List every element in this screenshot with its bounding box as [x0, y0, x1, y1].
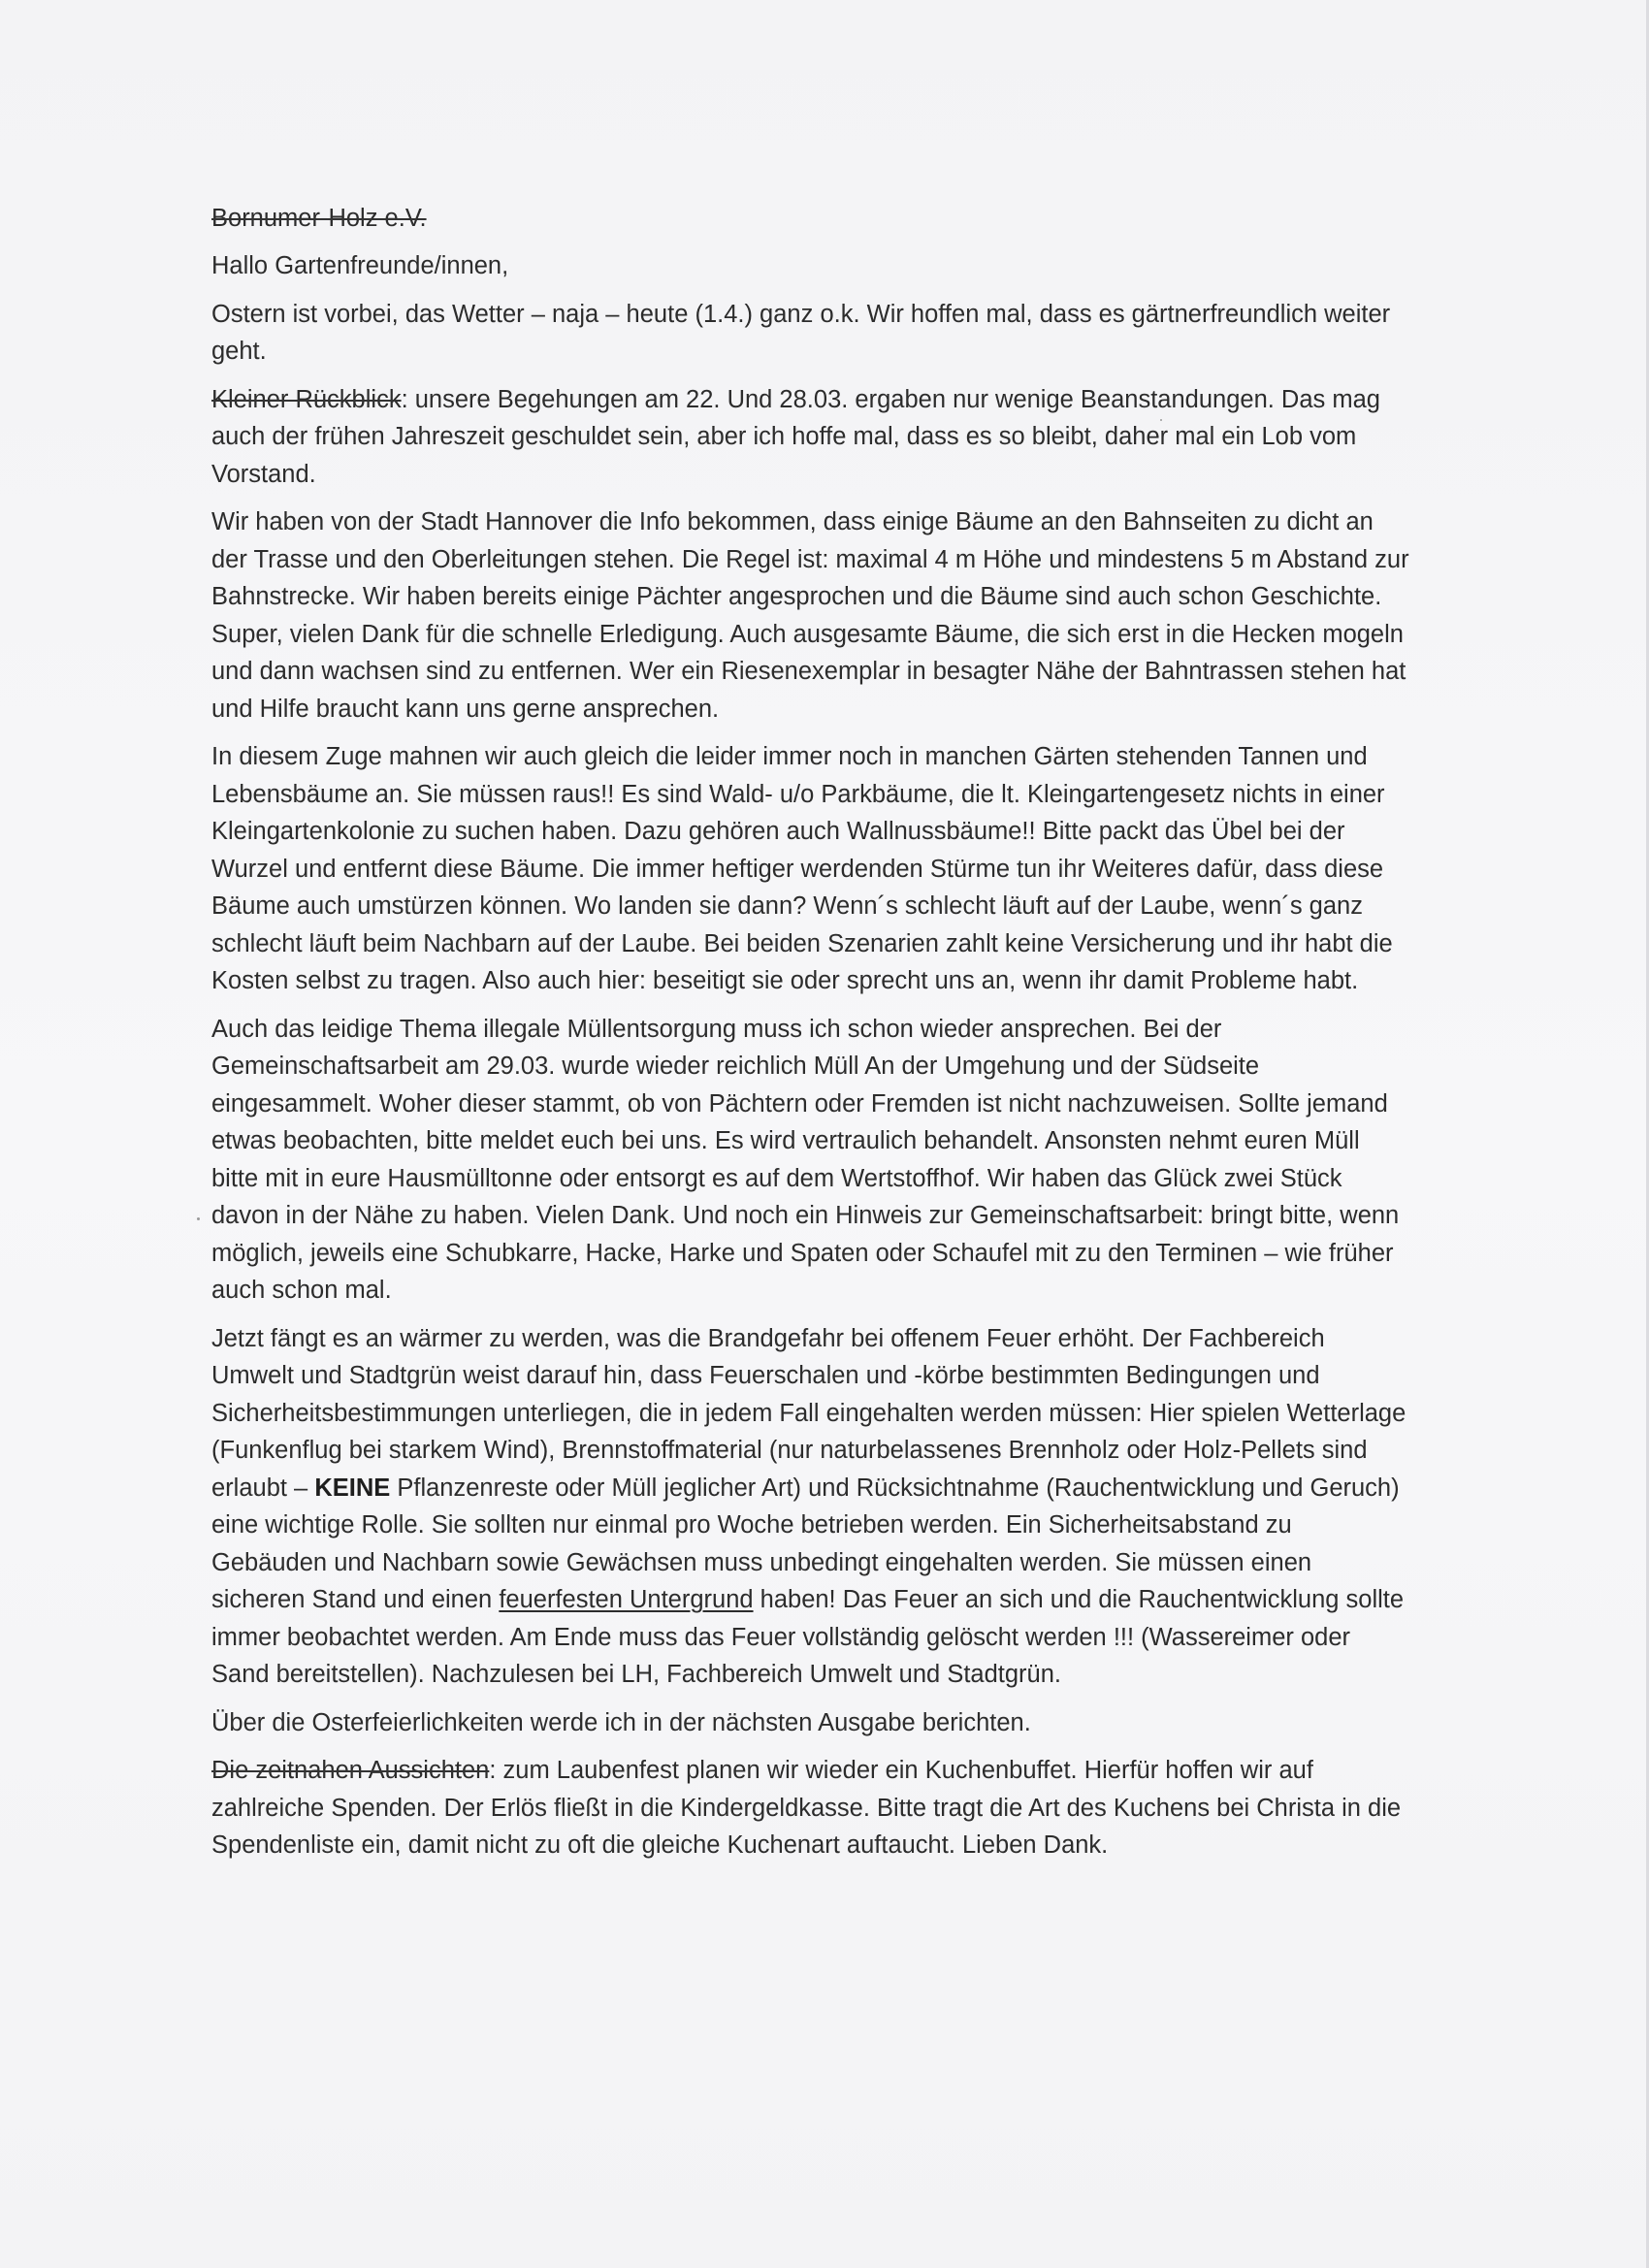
section-label: Die zeitnahen Aussichten [211, 1757, 490, 1784]
emphasis-keine: KEINE [314, 1474, 391, 1502]
letter-heading: Bornumer-Holz e.V. [211, 205, 427, 232]
paragraph-rueckblick: Kleiner Rückblick: unsere Begehungen am 22. Und 28.03. ergaben nur wenige Beanstandungen. Das mag auch der frühen Jahreszeit geschuldet sein, aber ich hoffe mal, dass es so bleibt, daher mal ein Lob vom Vorstand. [211, 385, 1380, 488]
letter-body [211, 200, 1410, 1875]
paragraph-baeume-bahn: Wir haben von der Stadt Hannover die Info bekommen, dass einige Bäume an den Bahnseiten zu dicht an der Trasse und den Oberleitungen stehen. Die Regel ist: maximal 4 m Höhe und mindestens 5 m Abstand zur Bahnstrecke. Wir haben bereits einige Pächter angesprochen und die Bäume sind auch schon Geschichte. Super, vielen Dank für die schnelle Erledigung. Auch ausgesamte Bäume, die sich erst in die Hecken mogeln und dann wachsen sind zu entfernen. Wer ein Riesenexemplar in besagter Nähe der Bahntrassen stehen hat und Hilfe braucht kann uns gerne ansprechen. [211, 508, 1409, 723]
paragraph-intro: Ostern ist vorbei, das Wetter – naja – heute (1.4.) ganz o.k. Wir hoffen mal, dass es gärtnerfreundlich weiter geht. [211, 300, 1391, 365]
paragraph-ostern: Über die Osterfeierlichkeiten werde ich in der nächsten Ausgabe berichten. [211, 1708, 1031, 1736]
paragraph-muell: Auch das leidige Thema illegale Müllentsorgung muss ich schon wieder ansprechen. Bei der Gemeinschaftsarbeit am 29.03. wurde wieder reichlich Müll An der Umgehung und der Südseite eingesammelt. Woher dieser stammt, ob von Pächtern oder Fremden ist nicht nachzuweisen. Sollte jemand etwas beobachten, bitte meldet euch bei uns. Es wird vertraulich behandelt. Ansonsten nehmt euren Müll bitte mit in eure Hausmülltonne oder entsorgt es auf dem Wertstoffhof. Wir haben das Glück zwei Stück davon in der Nähe zu haben. Vielen Dank. Und noch ein Hinweis zur Gemeinschaftsarbeit: bringt bitte, wenn möglich, jeweils eine Schubkarre, Hacke, Harke und Spaten oder Schaufel mit zu den Terminen – wie früher auch schon mal. [211, 1015, 1400, 1304]
paragraph-feuer: Jetzt fängt es an wärmer zu werden, was die Brandgefahr bei offenem Feuer erhöht. Der Fachbereich Umwelt und Stadtgrün weist darauf hin, dass Feuerschalen und -körbe bestimmten Bedingungen und Sicherheitsbestimmungen unterliegen, die in jedem Fall eingehalten werden müssen: Hier spielen Wetterlage (Funkenflug bei starkem Wind), Brennstoffmaterial (nur naturbelassenes Brennholz oder Holz-Pellets sind erlaubt – KEINE Pflanzenreste oder Müll jeglicher Art) und Rücksichtnahme (Rauchentwicklung und Geruch) eine wichtige Rolle. Sie sollten nur einmal pro Woche betrieben werden. Ein Sicherheitsabstand zu Gebäuden und Nachbarn sowie Gewächsen muss unbedingt eingehalten werden. Sie müssen einen sicheren Stand und einen feuerfesten Untergrund haben! Das Feuer an sich und die Rauchentwicklung sollte immer beobachtet werden. Am Ende muss das Feuer vollständig gelöscht werden !!! (Wassereimer oder Sand bereitstellen). Nachzulesen bei LH, Fachbereich Umwelt und Stadtgrün. [211, 1324, 1406, 1688]
greeting: Hallo Gartenfreunde/innen, [211, 252, 509, 279]
paragraph-aussichten: Die zeitnahen Aussichten: zum Laubenfest planen wir wieder ein Kuchenbuffet. Hierfür hoffen wir auf zahlreiche Spenden. Der Erlös fließt in die Kindergeldkasse. Bitte tragt die Art des Kuchens bei Christa in die Spendenliste ein, damit nicht zu oft die gleiche Kuchenart auftaucht. Lieben Dank. [211, 1757, 1402, 1859]
scan-speck [197, 1217, 200, 1220]
section-label: Kleiner Rückblick [211, 385, 402, 413]
paragraph-tannen: In diesem Zuge mahnen wir auch gleich die leider immer noch in manchen Gärten stehenden Tannen und Lebensbäume an. Sie müssen raus!! Es sind Wald- u/o Parkbäume, die lt. Kleingartengesetz nichts in einer Kleingartenkolonie zu suchen haben. Dazu gehören auch Wallnussbäume!! Bitte packt das Übel bei der Wurzel und entfernt diese Bäume. Die immer heftiger werdenden Stürme tun ihr Weiteres dafür, dass diese Bäume auch umstürzen können. Wo landen sie dann? Wenn´s schlecht läuft auf der Laube, wenn´s ganz schlecht läuft beim Nachbarn auf der Laube. Bei beiden Szenarien zahlt keine Versicherung und ihr habt die Kosten selbst zu tragen. Also auch hier: beseitigt sie oder sprecht uns an, wenn ihr damit Probleme habt. [211, 743, 1393, 994]
underlined-phrase: feuerfesten Untergrund [499, 1586, 754, 1613]
